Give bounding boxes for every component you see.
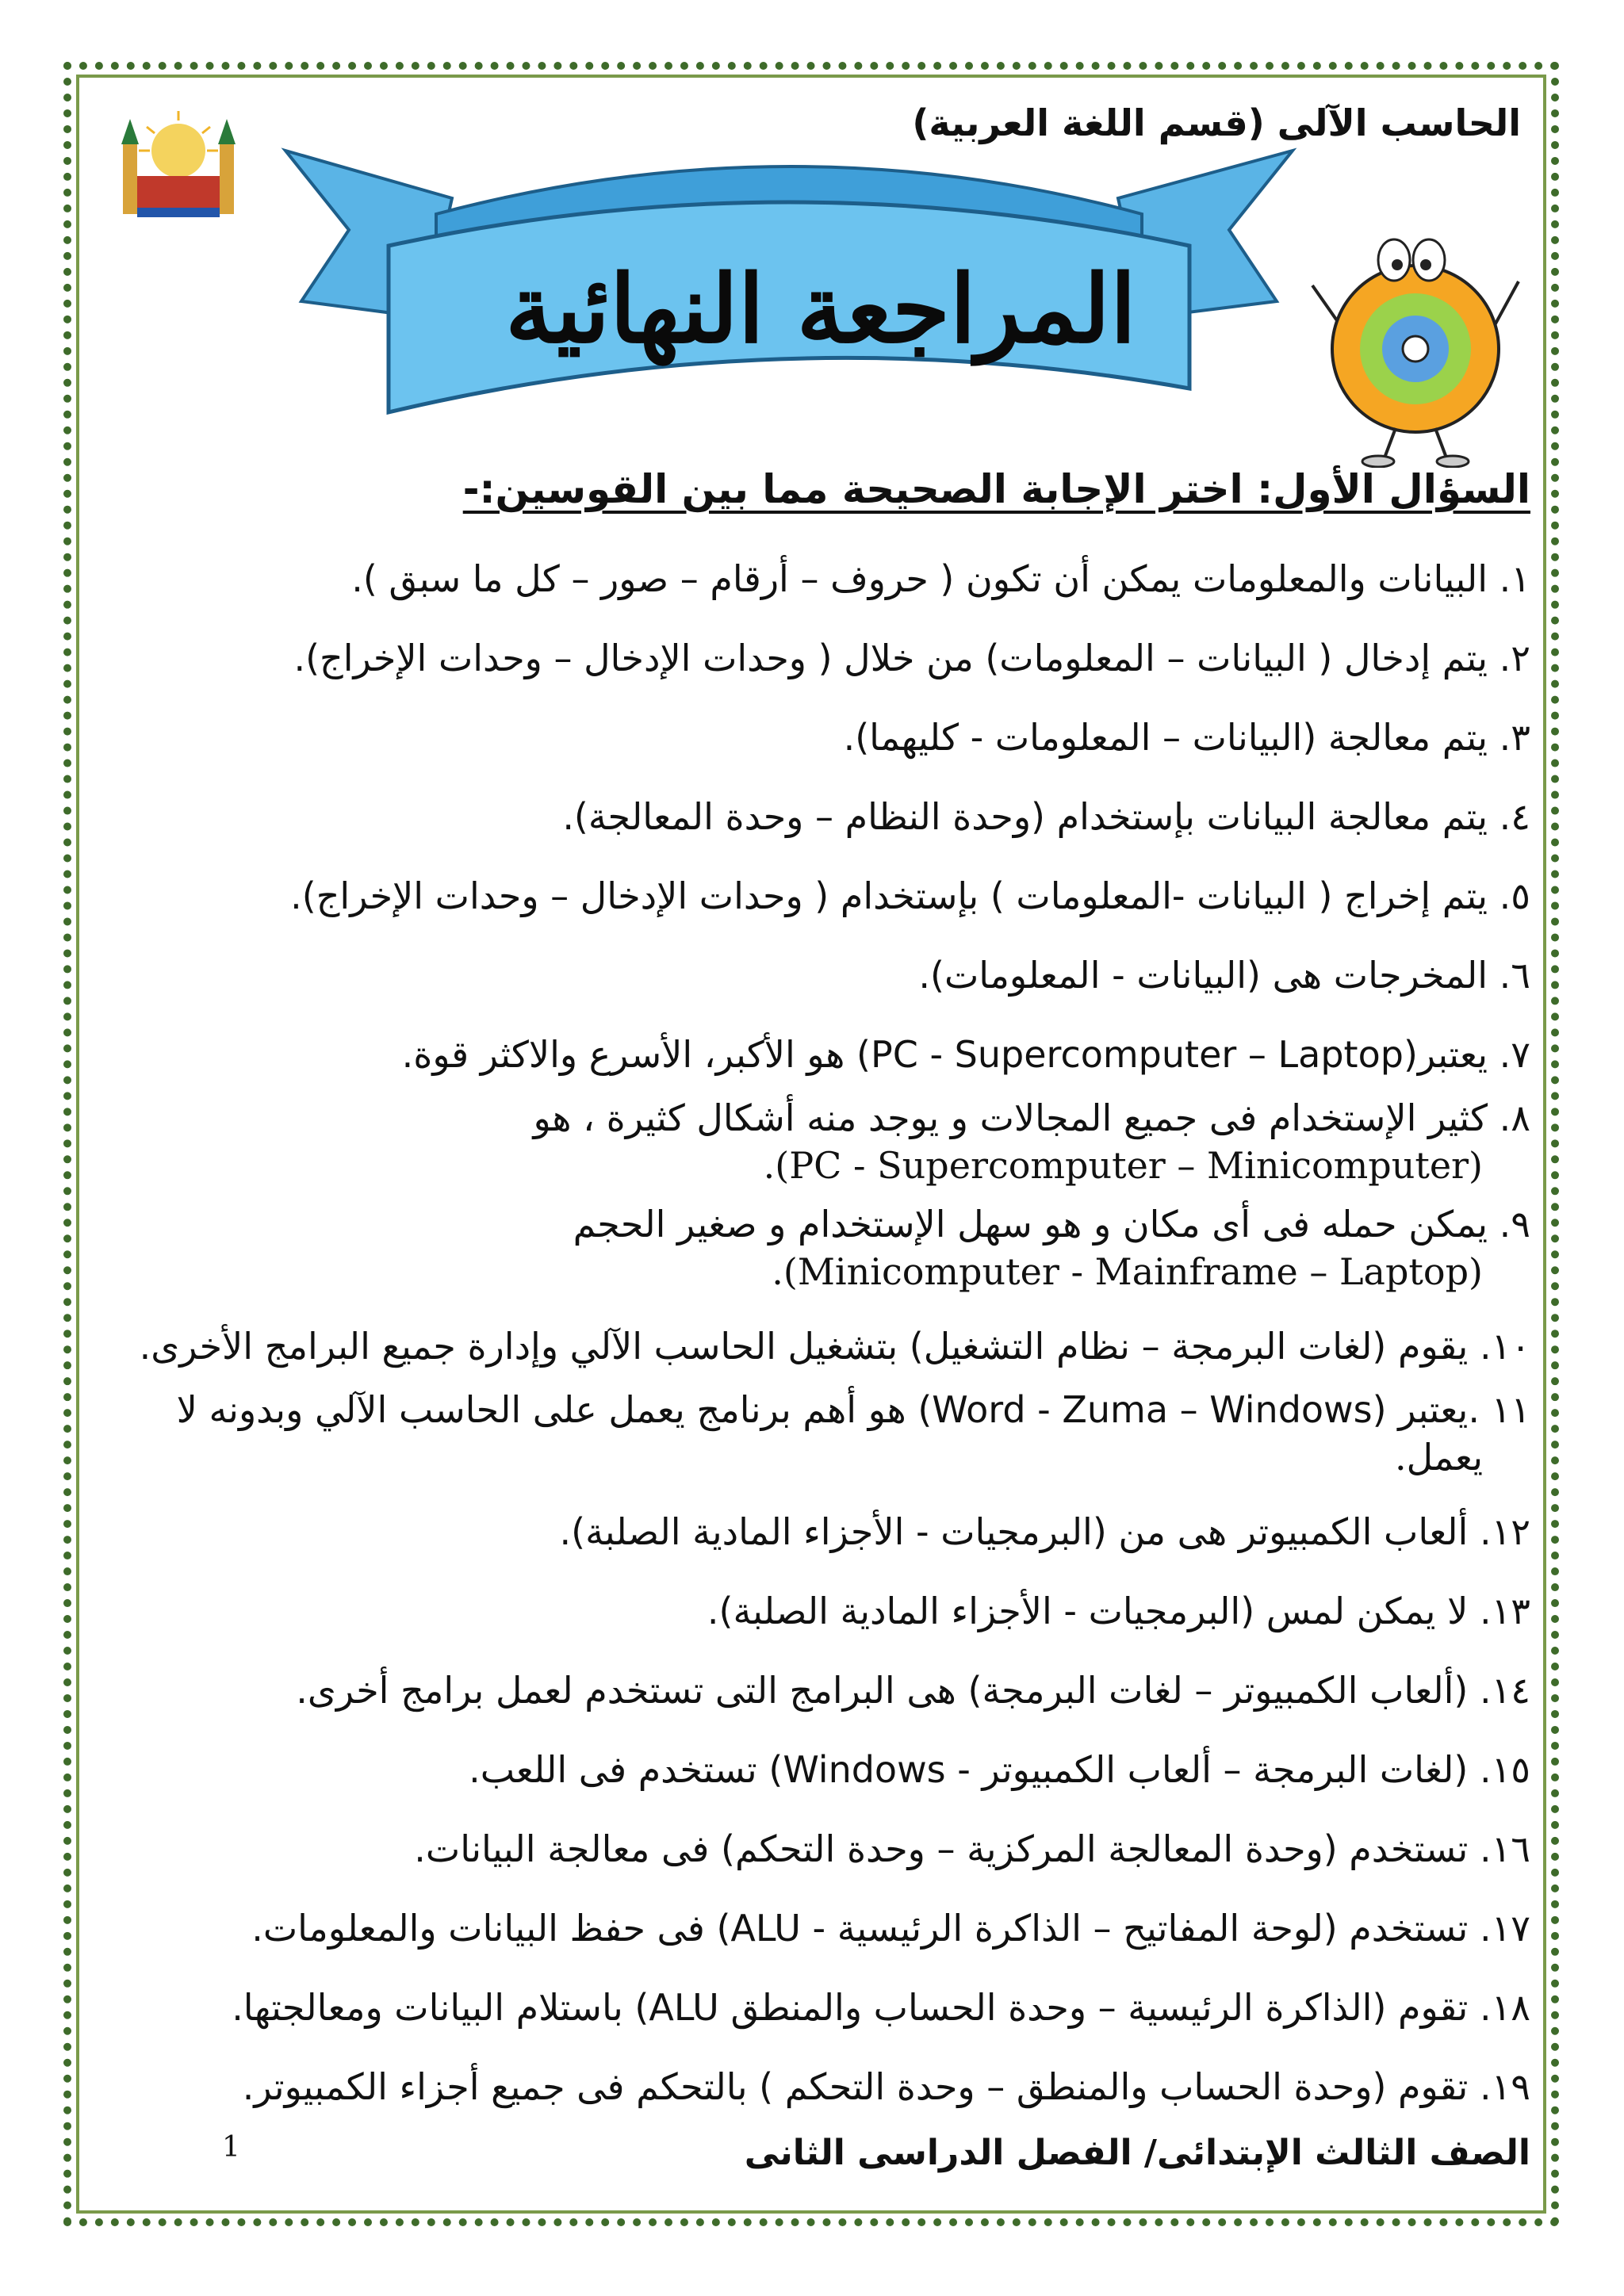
question-text: .يعتبر (Word - Zuma – Windows) هو أهم برنامج يعمل على الحاسب الآلي وبدونه لا (176, 1388, 1480, 1431)
question-text: يمكن حمله فى أى مكان و هو سهل الإستخدام و صغير الحجم (573, 1203, 1488, 1246)
question-text: يتم معالجة البيانات بإستخدام (وحدة النظام – وحدة المعالجة). (562, 795, 1488, 838)
question-number: ٦. (1499, 954, 1530, 997)
question-item (87, 698, 1530, 777)
question-item (87, 1094, 1530, 1189)
question-number: ١٣. (1479, 1590, 1530, 1632)
question-item (87, 618, 1530, 698)
question-text: يتم معالجة (البيانات – المعلومات - كليهما). (843, 716, 1488, 759)
question-number: ١. (1499, 557, 1530, 600)
page-number: 1 (222, 2131, 240, 2164)
question-item (87, 1651, 1530, 1730)
question-list (87, 539, 1530, 2126)
question-number: ١٦. (1479, 1827, 1530, 1870)
question-item (87, 936, 1530, 1015)
question-item (87, 1809, 1530, 1888)
question-item (87, 539, 1530, 618)
question-number: ٢. (1499, 637, 1530, 679)
school-logo (115, 103, 242, 230)
question-continuation: (PC - Supercomputer – Minicomputer). (763, 1144, 1483, 1187)
question-continuation: يعمل. (1394, 1436, 1483, 1479)
question-number: ١٧. (1479, 1907, 1530, 1950)
question-item (87, 1386, 1530, 1481)
question-text: (ألعاب الكمبيوتر – لغات البرمجة) هى البرامج التى تستخدم لعمل برامج أخرى. (296, 1669, 1469, 1712)
question-number: ١٩. (1479, 2065, 1530, 2108)
question-text: ألعاب الكمبيوتر هى من (البرمجيات - الأجزاء المادية الصلبة). (559, 1510, 1469, 1553)
question-number: ١٥. (1479, 1748, 1530, 1791)
question-number: ١٠. (1479, 1325, 1530, 1368)
question-number: ٩. (1499, 1203, 1530, 1246)
question-continuation: (Minicomputer - Mainframe – Laptop). (772, 1250, 1483, 1293)
header-title: الحاسب الآلى (قسم اللغة العربية) (912, 101, 1521, 144)
question-item (87, 1492, 1530, 1571)
banner-title: المراجعة النهائية (505, 254, 1136, 364)
question-number: ٤. (1499, 795, 1530, 838)
question-text: يتم إخراج ( البيانات -المعلومات ) بإستخدام ( وحدات الإدخال – وحدات الإخراج). (290, 874, 1488, 917)
question-number: ١١ (1491, 1388, 1530, 1431)
question-text: البيانات والمعلومات يمكن أن تكون ( حروف – أرقام – صور – كل ما سبق ). (351, 557, 1488, 600)
question-number: ٨. (1499, 1096, 1530, 1139)
question-number: ١٤. (1479, 1669, 1530, 1712)
question-text: تقوم (الذاكرة الرئيسية – وحدة الحساب والمنطق ALU) باستلام البيانات ومعالجتها. (232, 1986, 1469, 2029)
question-number: ٥. (1499, 874, 1530, 917)
question-number: ١٨. (1479, 1986, 1530, 2029)
question-text: تقوم (وحدة الحساب والمنطق – وحدة التحكم ) بالتحكم فى جميع أجزاء الكمبيوتر. (242, 2065, 1469, 2108)
question-text: تستخدم (لوحة المفاتيح – الذاكرة الرئيسية - ALU) فى حفظ البيانات والمعلومات. (251, 1907, 1469, 1950)
question-item (87, 777, 1530, 856)
question-number: ٧. (1499, 1033, 1530, 1076)
question-text: تستخدم (وحدة المعالجة المركزية – وحدة التحكم) فى معالجة البيانات. (414, 1827, 1469, 1870)
question-text: يعتبر(PC - Supercomputer – Laptop) هو الأكبر، الأسرع والاكثر قوة. (401, 1033, 1488, 1076)
footer-grade: الصف الثالث الإبتدائى/ الفصل الدراسى الثانى (744, 2133, 1530, 2173)
question-text: المخرجات هى (البيانات - المعلومات). (918, 954, 1488, 997)
question-item (87, 1200, 1530, 1295)
question-heading: السؤال الأول: اختر الإجابة الصحيحة مما بين القوسين:- (462, 466, 1530, 512)
question-text: لا يمكن لمس (البرمجيات - الأجزاء المادية الصلبة). (707, 1590, 1469, 1632)
question-text: يتم إدخال ( البيانات – المعلومات) من خلال ( وحدات الإدخال – وحدات الإخراج). (293, 637, 1488, 679)
question-item (87, 1015, 1530, 1094)
question-item (87, 1888, 1530, 1968)
question-text: يقوم (لغات البرمجة – نظام التشغيل) بتشغيل الحاسب الآلي وإدارة جميع البرامج الأخرى. (139, 1325, 1469, 1368)
question-item (87, 1730, 1530, 1809)
question-item (87, 1571, 1530, 1651)
question-number: ١٢. (1479, 1510, 1530, 1553)
cd-mascot-illustration (1308, 238, 1522, 468)
question-item (87, 1968, 1530, 2047)
question-item (87, 856, 1530, 936)
question-number: ٣. (1499, 716, 1530, 759)
question-item (87, 1307, 1530, 1386)
question-item (87, 2047, 1530, 2126)
question-text: (لغات البرمجة – ألعاب الكمبيوتر - Windows) تستخدم فى اللعب. (469, 1748, 1469, 1791)
question-text: كثير الإستخدام فى جميع المجالات و يوجد منه أشكال كثيرة ، هو (533, 1096, 1488, 1139)
